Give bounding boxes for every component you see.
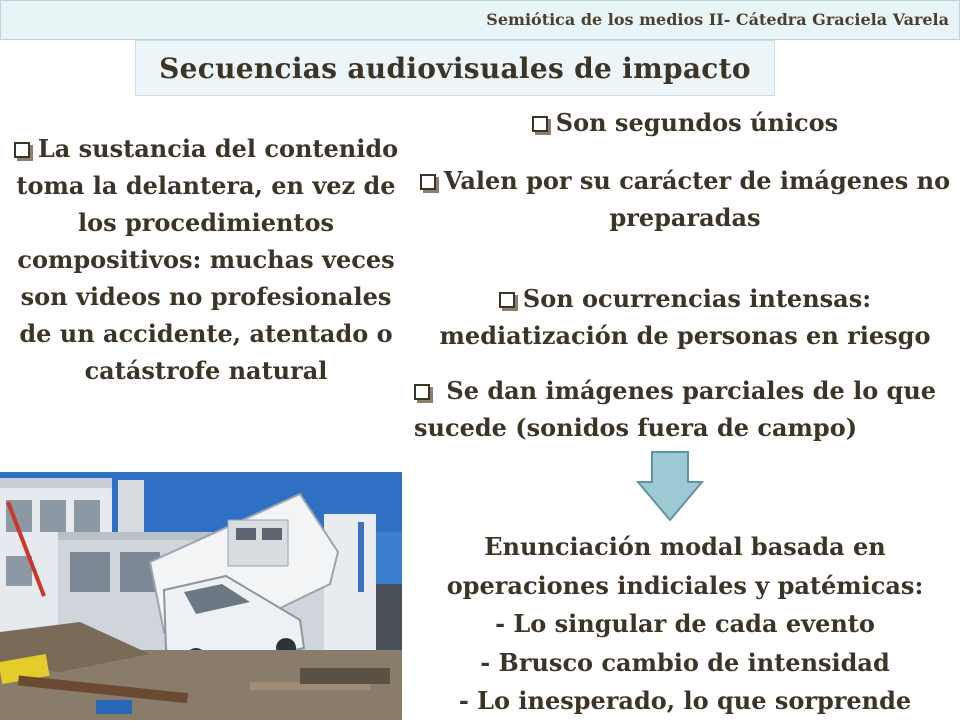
left-bullet: [4, 130, 408, 389]
slide-title: Secuencias audiovisuales de impacto: [159, 51, 751, 85]
conclusion-item: - Lo singular de cada evento: [495, 609, 875, 638]
right-bullet-4: [414, 372, 960, 446]
right-bullet-1: [410, 104, 960, 141]
right-bullet-2: [410, 162, 960, 236]
right-bullet-text: Valen por su carácter de imágenes no preparadas: [443, 166, 951, 232]
left-bullet-text: La sustancia del contenido toma la delantera, en vez de los procedimientos compositivos: muchas veces son videos no profesionales de un accidente, atentado o catástrofe natural: [16, 134, 399, 385]
right-bullet-text: Son ocurrencias intensas: mediatización de personas en riesgo: [439, 284, 931, 350]
square-bullet-icon: [499, 292, 515, 308]
tsunami-photo: [0, 472, 402, 720]
right-bullet-text: Se dan imágenes parciales de lo que sucede (sonidos fuera de campo): [414, 376, 937, 442]
conclusion-heading: Enunciación modal basada en operaciones indiciales y patémicas:: [446, 532, 924, 600]
conclusion-item: - Lo inesperado, lo que sorprende: [458, 686, 912, 715]
square-bullet-icon: [420, 174, 436, 190]
conclusion-block: [410, 528, 960, 721]
down-arrow-icon: [636, 450, 704, 522]
right-bullet-text: Son segundos únicos: [555, 108, 839, 137]
square-bullet-icon: [532, 116, 548, 132]
conclusion-item: - Brusco cambio de intensidad: [480, 647, 890, 677]
title-box: [135, 40, 775, 96]
square-bullet-icon: [14, 142, 30, 158]
course-label: Semiótica de los medios II- Cátedra Graciela Varela: [486, 10, 949, 29]
square-bullet-icon: [414, 384, 430, 400]
header-bar: [0, 0, 960, 40]
right-bullet-3: [410, 280, 960, 354]
